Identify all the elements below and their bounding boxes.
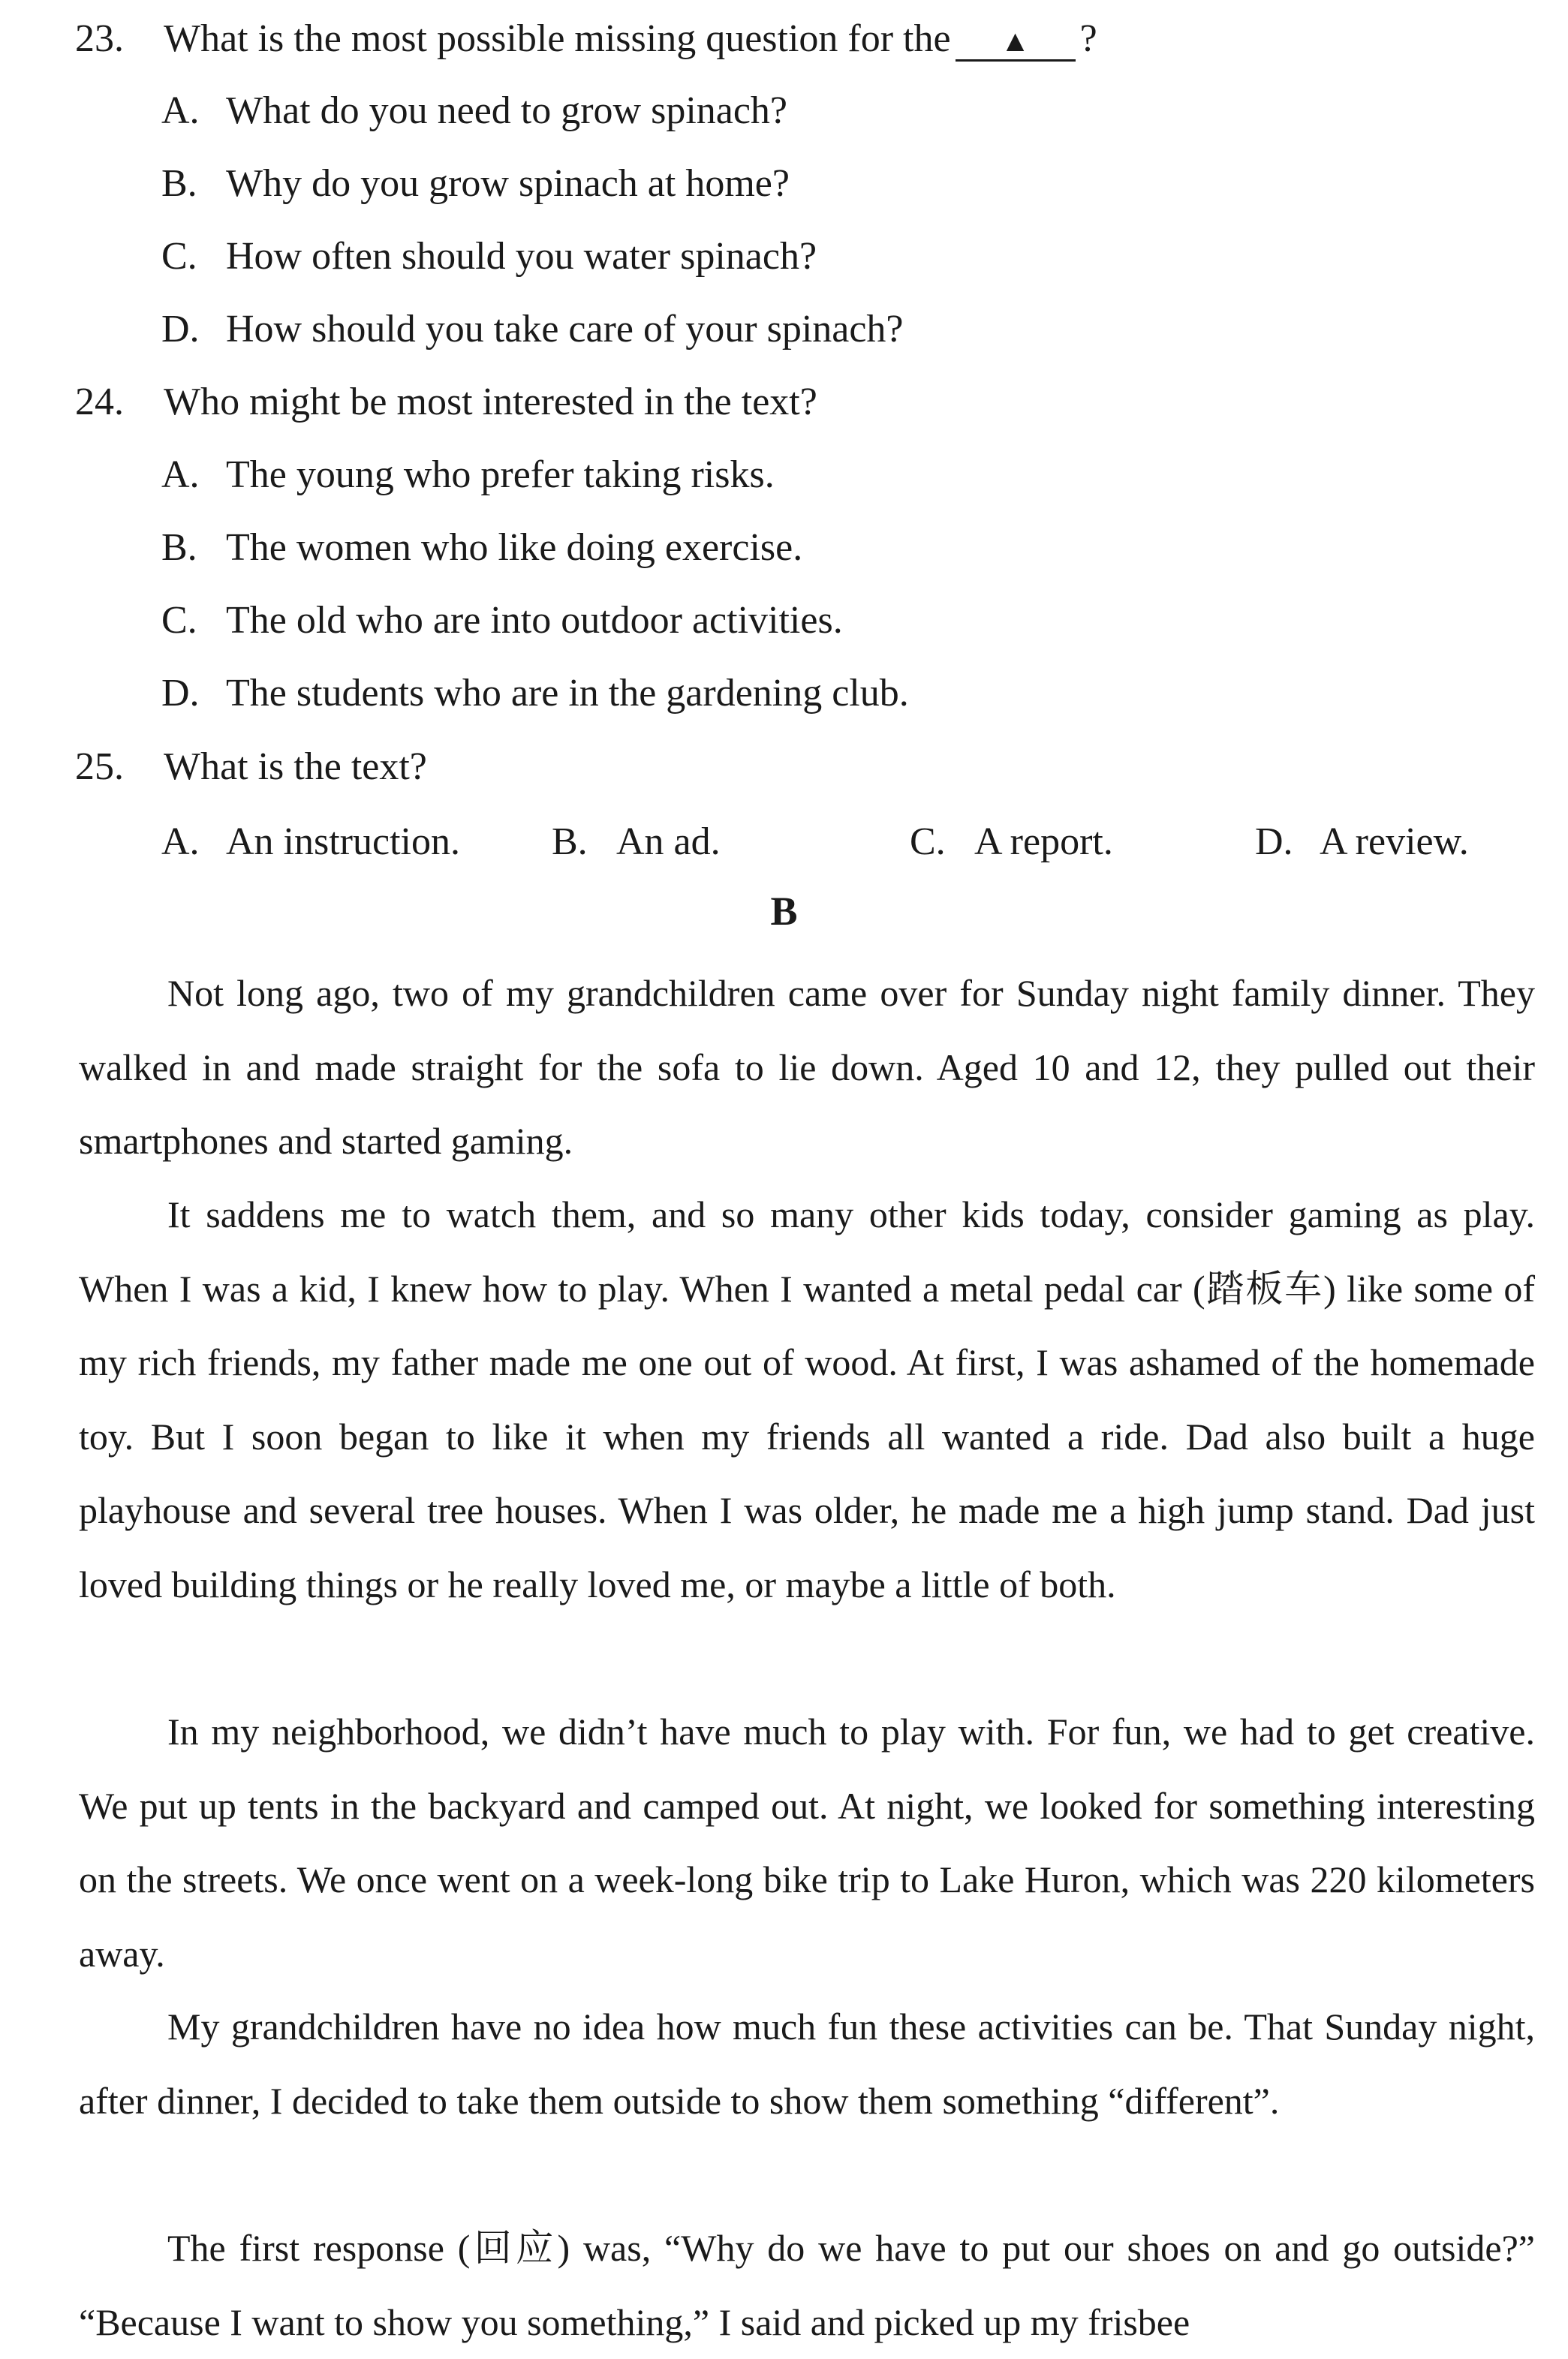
option-letter: C. xyxy=(161,599,197,642)
option-letter: D. xyxy=(161,308,200,351)
question-24-option-c xyxy=(161,597,843,645)
question-23-option-d xyxy=(161,305,904,354)
question-text: Who might be most interested in the text? xyxy=(164,381,817,423)
passage-paragraph-1: Not long ago, two of my grandchildren came over for Sunday night family dinner. They walked in and made straight for the sofa to lie down. Aged 10 and 12, they pulled out their smartphones and started gaming. xyxy=(79,972,1535,1162)
passage-paragraph-3: In my neighborhood, we didn’t have much to play with. For fun, we had to get creative. We put up tents in the backyard and camped out. At night, we looked for something interesting on the streets. We once went on a week-long bike trip to Lake Huron, which was 220 kilometers away. xyxy=(79,1711,1535,1975)
option-text: An instruction. xyxy=(226,820,460,863)
option-text: A report. xyxy=(974,820,1113,863)
option-text: The old who are into outdoor activities. xyxy=(226,599,843,642)
question-25-option-b xyxy=(552,818,721,866)
question-23-option-a xyxy=(161,87,787,135)
section-heading: B xyxy=(770,889,798,934)
option-text: What do you need to grow spinach? xyxy=(226,89,788,132)
option-letter: D. xyxy=(161,672,200,715)
question-23-option-c xyxy=(161,233,817,281)
question-text: What is the most possible missing question for the xyxy=(164,17,951,60)
question-25-option-d xyxy=(1255,818,1469,866)
option-letter: A. xyxy=(161,820,200,863)
question-23-option-b xyxy=(161,160,790,208)
question-25-stem xyxy=(75,743,427,791)
question-24-option-a xyxy=(161,451,775,499)
answer-blank xyxy=(956,21,1076,62)
option-text: How should you take care of your spinach? xyxy=(226,308,904,351)
option-text: An ad. xyxy=(616,820,721,863)
option-text: The students who are in the gardening club. xyxy=(226,672,909,715)
question-number: 25. xyxy=(75,745,124,788)
option-letter: B. xyxy=(552,820,588,863)
question-24-option-b xyxy=(161,524,802,572)
option-text: Why do you grow spinach at home? xyxy=(226,162,790,205)
passage-paragraph-4: My grandchildren have no idea how much fun these activities can be. That Sunday night, after dinner, I decided to take them outside to show them something “different”. xyxy=(79,2005,1535,2122)
question-24-stem xyxy=(75,378,817,426)
option-text: The women who like doing exercise. xyxy=(226,526,803,569)
option-letter: D. xyxy=(1255,820,1293,863)
question-end-mark: ? xyxy=(1079,17,1097,60)
question-23-stem xyxy=(75,15,1097,63)
question-25-option-c xyxy=(910,818,1113,866)
option-letter: A. xyxy=(161,89,200,132)
option-text: A review. xyxy=(1320,820,1469,863)
question-25-option-a xyxy=(161,818,460,866)
question-number: 24. xyxy=(75,381,124,423)
blank-triangle-icon: ▲ xyxy=(1000,24,1031,58)
option-letter: B. xyxy=(161,162,197,205)
question-number: 23. xyxy=(75,17,124,60)
option-letter: C. xyxy=(910,820,946,863)
question-24-option-d xyxy=(161,669,909,718)
option-letter: B. xyxy=(161,526,197,569)
passage-paragraph-2: It saddens me to watch them, and so many other kids today, consider gaming as play. When I was a kid, I knew how to play. When I wanted a metal pedal car (踏板车) like some of my rich friends, my father made me one out of wood. At first, I was ashamed of the homemade toy. But I soon began to like it when my friends all wanted a ride. Dad also built a huge playhouse and several tree houses. When I was older, he made me a high jump stand. Dad just loved building things or he really loved me, or maybe a little of both. xyxy=(79,1193,1535,1605)
option-letter: A. xyxy=(161,453,200,496)
passage-paragraph-5: The first response (回应) was, “Why do we have to put our shoes on and go outside?” “Because I want to show you something,” I said and picked up my frisbee xyxy=(79,2227,1535,2343)
question-text: What is the text? xyxy=(164,745,427,788)
option-letter: C. xyxy=(161,235,197,278)
option-text: The young who prefer taking risks. xyxy=(226,453,775,496)
option-text: How often should you water spinach? xyxy=(226,235,817,278)
